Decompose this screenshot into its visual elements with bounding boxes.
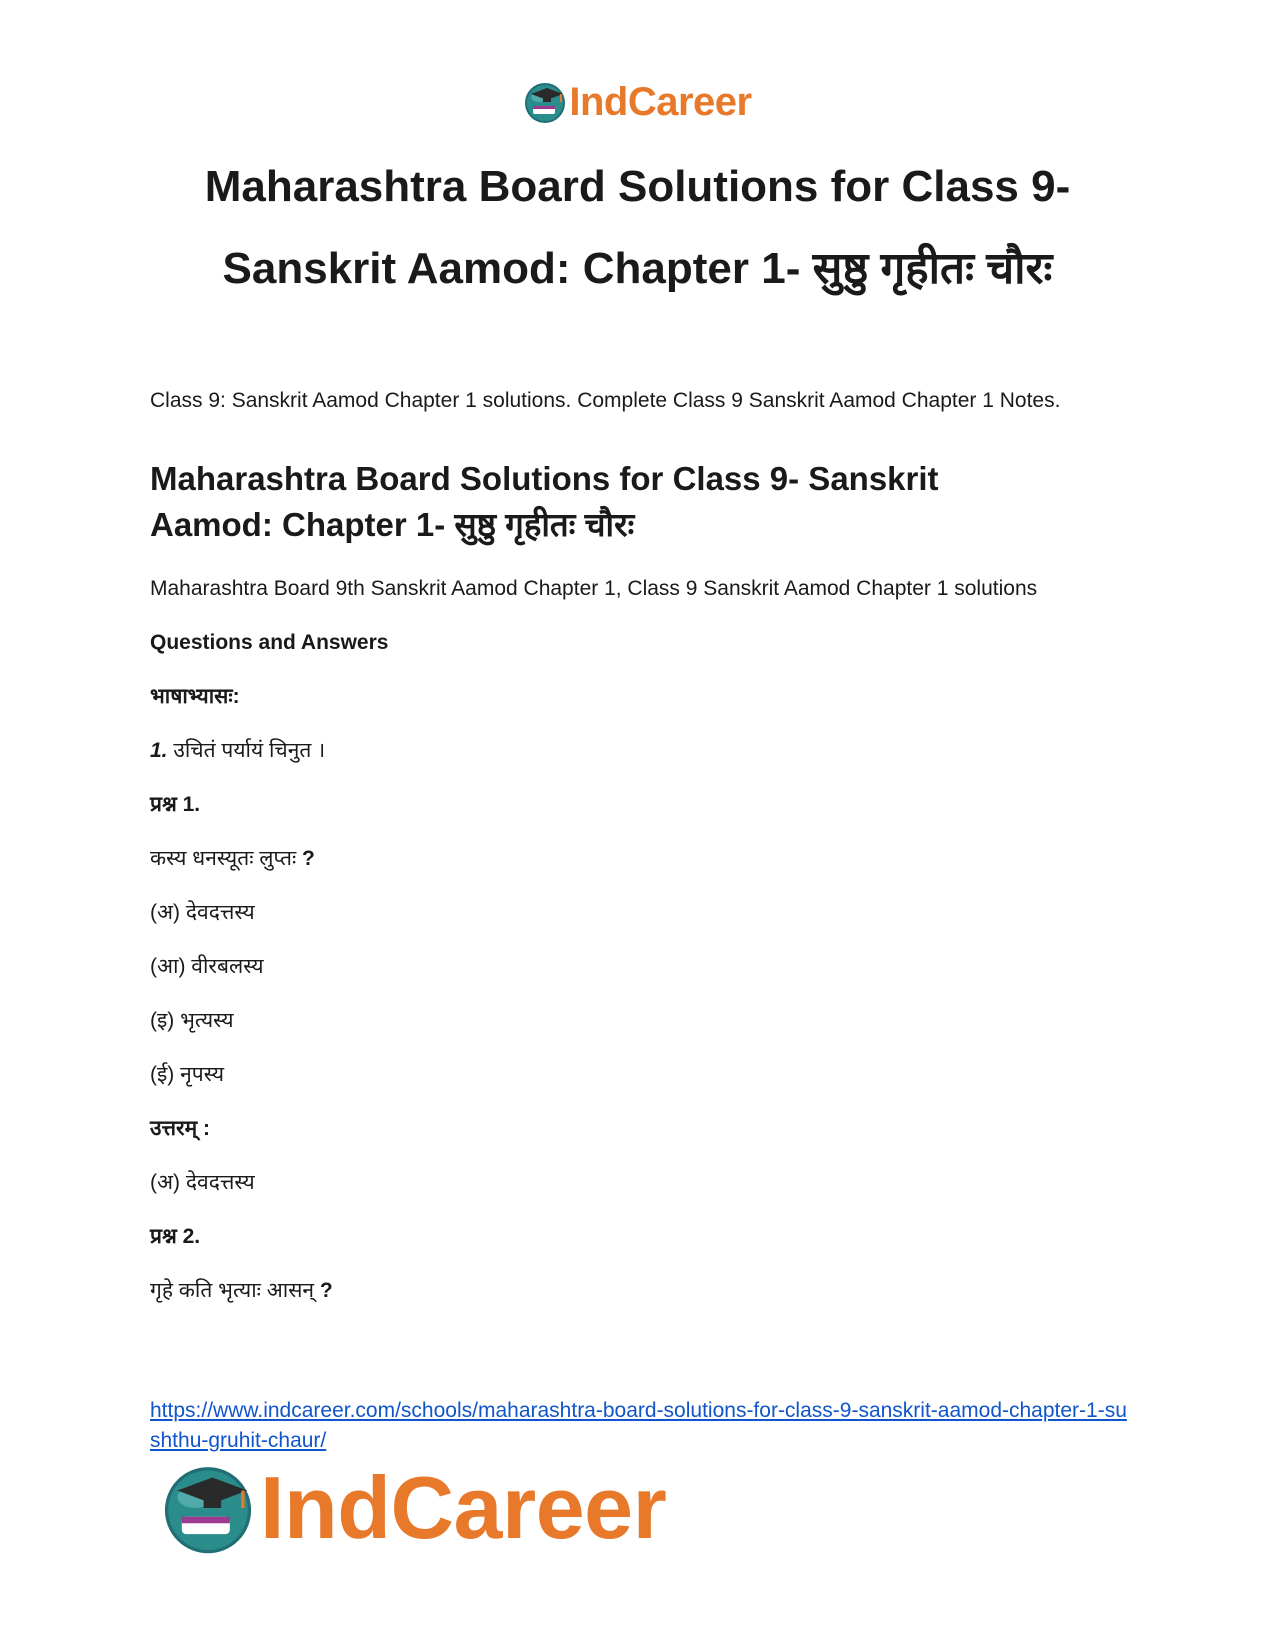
exercise-heading [150,682,1130,712]
page-title-line-2: Sanskrit Aamod: Chapter 1- सुष्ठु गृहीतः चौरः [222,244,1053,293]
option-aa: (आ) वीरबलस्य [150,955,264,978]
option-ii: (ई) नृपस्य [150,1063,225,1086]
content-body [150,386,1130,1306]
question-1-label [150,790,1130,820]
footer-logo-wordmark: IndCareer [260,1458,667,1557]
question-1-number: 1. [176,793,201,816]
page-title [120,146,1155,310]
question-2-body: गृहे कति भृत्याः आसन् [150,1279,315,1302]
answer-label [150,1114,1130,1144]
question-2-qmark: ? [314,1279,333,1302]
question-1-text [150,844,1130,874]
question-1-qmark: ? [296,847,315,870]
question-2-word: प्रश्न [150,1225,177,1248]
exercise-heading-text: भाषाभ्यासः [150,685,233,708]
exercise-1-number: 1. [150,739,168,762]
question-2-label [150,1222,1130,1252]
question-1-word: प्रश्न [150,793,177,816]
section-subtitle: Maharashtra Board 9th Sanskrit Aamod Chapter 1, Class 9 Sanskrit Aamod Chapter 1 solutions [150,577,1038,600]
answer-label-colon: : [197,1117,210,1140]
option-i: (इ) भृत्यस्य [150,1009,234,1032]
question-1-body: कस्य धनस्यूतः लुप्तः [150,847,297,870]
exercise-1-text: उचितं पर्यायं चिनुत । [167,739,326,762]
exercise-heading-colon: : [232,685,240,708]
question-2-text [150,1276,1130,1306]
section-heading [150,456,1130,548]
graduation-globe-icon [160,1460,256,1556]
section-heading-line-1: Maharashtra Board Solutions for Class 9- Sanskrit [150,460,939,497]
intro-paragraph: Class 9: Sanskrit Aamod Chapter 1 solutions. Complete Class 9 Sanskrit Aamod Chapter 1 Notes. [150,389,1061,412]
source-link[interactable]: https://www.indcareer.com/schools/maharashtra-board-solutions-for-class-9-sanskrit-aamod-chapter-1-sushthu-gruhit-chaur/ [150,1399,1127,1452]
section-heading-line-2: Aamod: Chapter 1- सुष्ठु गृहीतः चौरः [150,506,635,543]
qa-heading: Questions and Answers [150,631,389,654]
answer-value: (अ) देवदत्तस्य [150,1171,255,1194]
graduation-globe-icon [523,80,567,124]
question-2-number: 2. [176,1225,201,1248]
answer-label-text: उत्तरम् [150,1117,198,1140]
footer-logo [160,1458,666,1558]
page-title-line-1: Maharashtra Board Solutions for Class 9- [204,162,1071,211]
exercise-1-instruction [150,736,1130,766]
header-logo [0,78,1275,126]
option-a: (अ) देवदत्तस्य [150,901,255,924]
logo-wordmark: IndCareer [569,80,752,124]
